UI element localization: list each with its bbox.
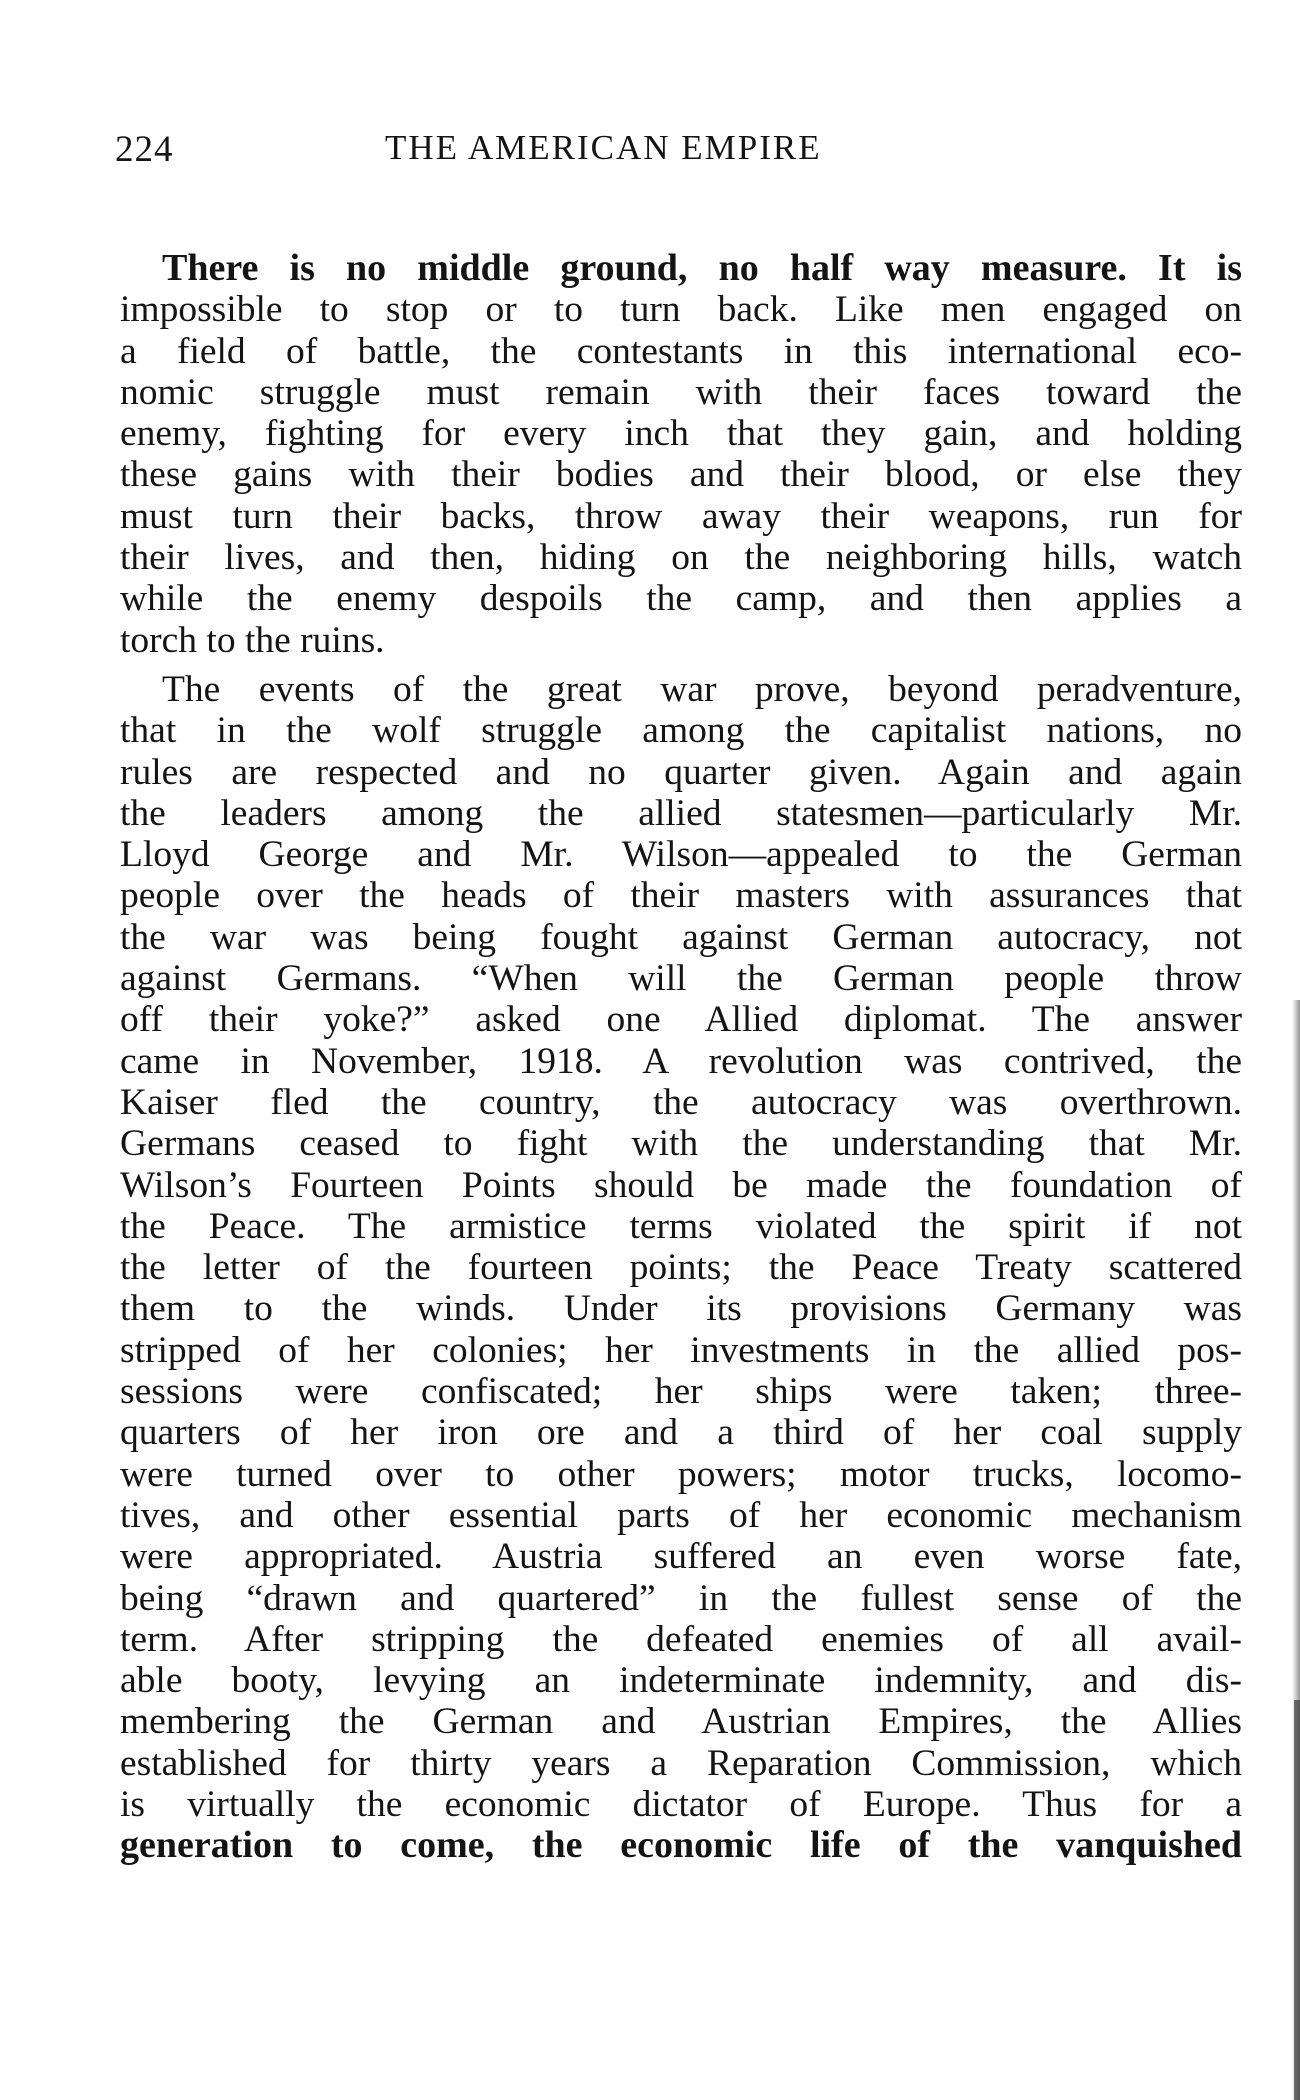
text-line: off their yoke?” asked one Allied diplomat. The answer — [120, 999, 1242, 1041]
text-line: Germans ceased to fight with the understanding that Mr. — [120, 1123, 1242, 1165]
text-line: were appropriated. Austria suffered an even worse fate, — [120, 1536, 1242, 1578]
text-line: the leaders among the allied statesmen—particularly Mr. — [120, 792, 1242, 834]
text-line: them to the winds. Under its provisions Germany was — [120, 1288, 1242, 1330]
running-header — [115, 128, 1235, 178]
text-line: impossible to stop or to turn back. Like men engaged on — [120, 289, 1242, 331]
text-line: must turn their backs, throw away their weapons, run for — [120, 495, 1242, 537]
text-line: rules are respected and no quarter given. Again and again — [120, 751, 1242, 793]
text-line: a field of battle, the contestants in this international eco- — [120, 330, 1242, 372]
text-line: against Germans. “When will the German people throw — [120, 958, 1242, 1000]
paragraph-1 — [120, 248, 1242, 661]
text-line: came in November, 1918. A revolution was contrived, the — [120, 1040, 1242, 1082]
text-line: Lloyd George and Mr. Wilson—appealed to the German — [120, 834, 1242, 876]
text-line: torch to the ruins. — [120, 619, 385, 661]
text-line: generation to come, the economic life of the vanquished — [120, 1824, 1242, 1867]
text-line: The events of the great war prove, beyond peradventure, — [162, 668, 1242, 710]
text-line: term. After stripping the defeated enemies of all avail- — [120, 1618, 1242, 1660]
text-line: their lives, and then, hiding on the neighboring hills, watch — [120, 537, 1242, 579]
text-line: Wilson’s Fourteen Points should be made the foundation of — [120, 1164, 1242, 1206]
text-line: that in the wolf struggle among the capitalist nations, no — [120, 710, 1242, 752]
paragraph-spacer — [120, 661, 1242, 669]
text-line: Kaiser fled the country, the autocracy was overthrown. — [120, 1081, 1242, 1123]
text-line: people over the heads of their masters with assurances that — [120, 875, 1242, 917]
text-line: the letter of the fourteen points; the Peace Treaty scattered — [120, 1247, 1242, 1289]
text-line: while the enemy despoils the camp, and then applies a — [120, 578, 1242, 620]
text-line: sessions were confiscated; her ships were taken; three- — [120, 1371, 1242, 1413]
text-line: the war was being fought against German autocracy, not — [120, 916, 1242, 958]
text-line: nomic struggle must remain with their faces toward the — [120, 371, 1242, 413]
text-line: is virtually the economic dictator of Europe. Thus for a — [120, 1783, 1242, 1825]
text-line: membering the German and Austrian Empires, the Allies — [120, 1701, 1242, 1743]
text-line: able booty, levying an indeterminate indemnity, and dis- — [120, 1660, 1242, 1702]
text-line: quarters of her iron ore and a third of her coal supply — [120, 1412, 1242, 1454]
text-line: the Peace. The armistice terms violated the spirit if not — [120, 1205, 1242, 1247]
text-line: tives, and other essential parts of her economic mechanism — [120, 1494, 1242, 1536]
text-line: stripped of her colonies; her investments in the allied pos- — [120, 1329, 1242, 1371]
text-line: were turned over to other powers; motor trucks, locomo- — [120, 1453, 1242, 1495]
text-line: these gains with their bodies and their blood, or else they — [120, 454, 1242, 496]
text-line: being “drawn and quartered” in the fullest sense of the — [120, 1577, 1242, 1619]
paragraph-2 — [120, 669, 1242, 1867]
running-title: THE AMERICAN EMPIRE — [385, 128, 822, 167]
body-text — [120, 248, 1242, 1867]
text-line: enemy, fighting for every inch that they gain, and holding — [120, 413, 1242, 455]
page-number: 224 — [115, 129, 174, 170]
scanned-page-edge-shadow — [1294, 1700, 1300, 2100]
text-line: There is no middle ground, no half way measure. It is — [162, 247, 1242, 289]
text-line: established for thirty years a Reparation Commission, which — [120, 1742, 1242, 1784]
